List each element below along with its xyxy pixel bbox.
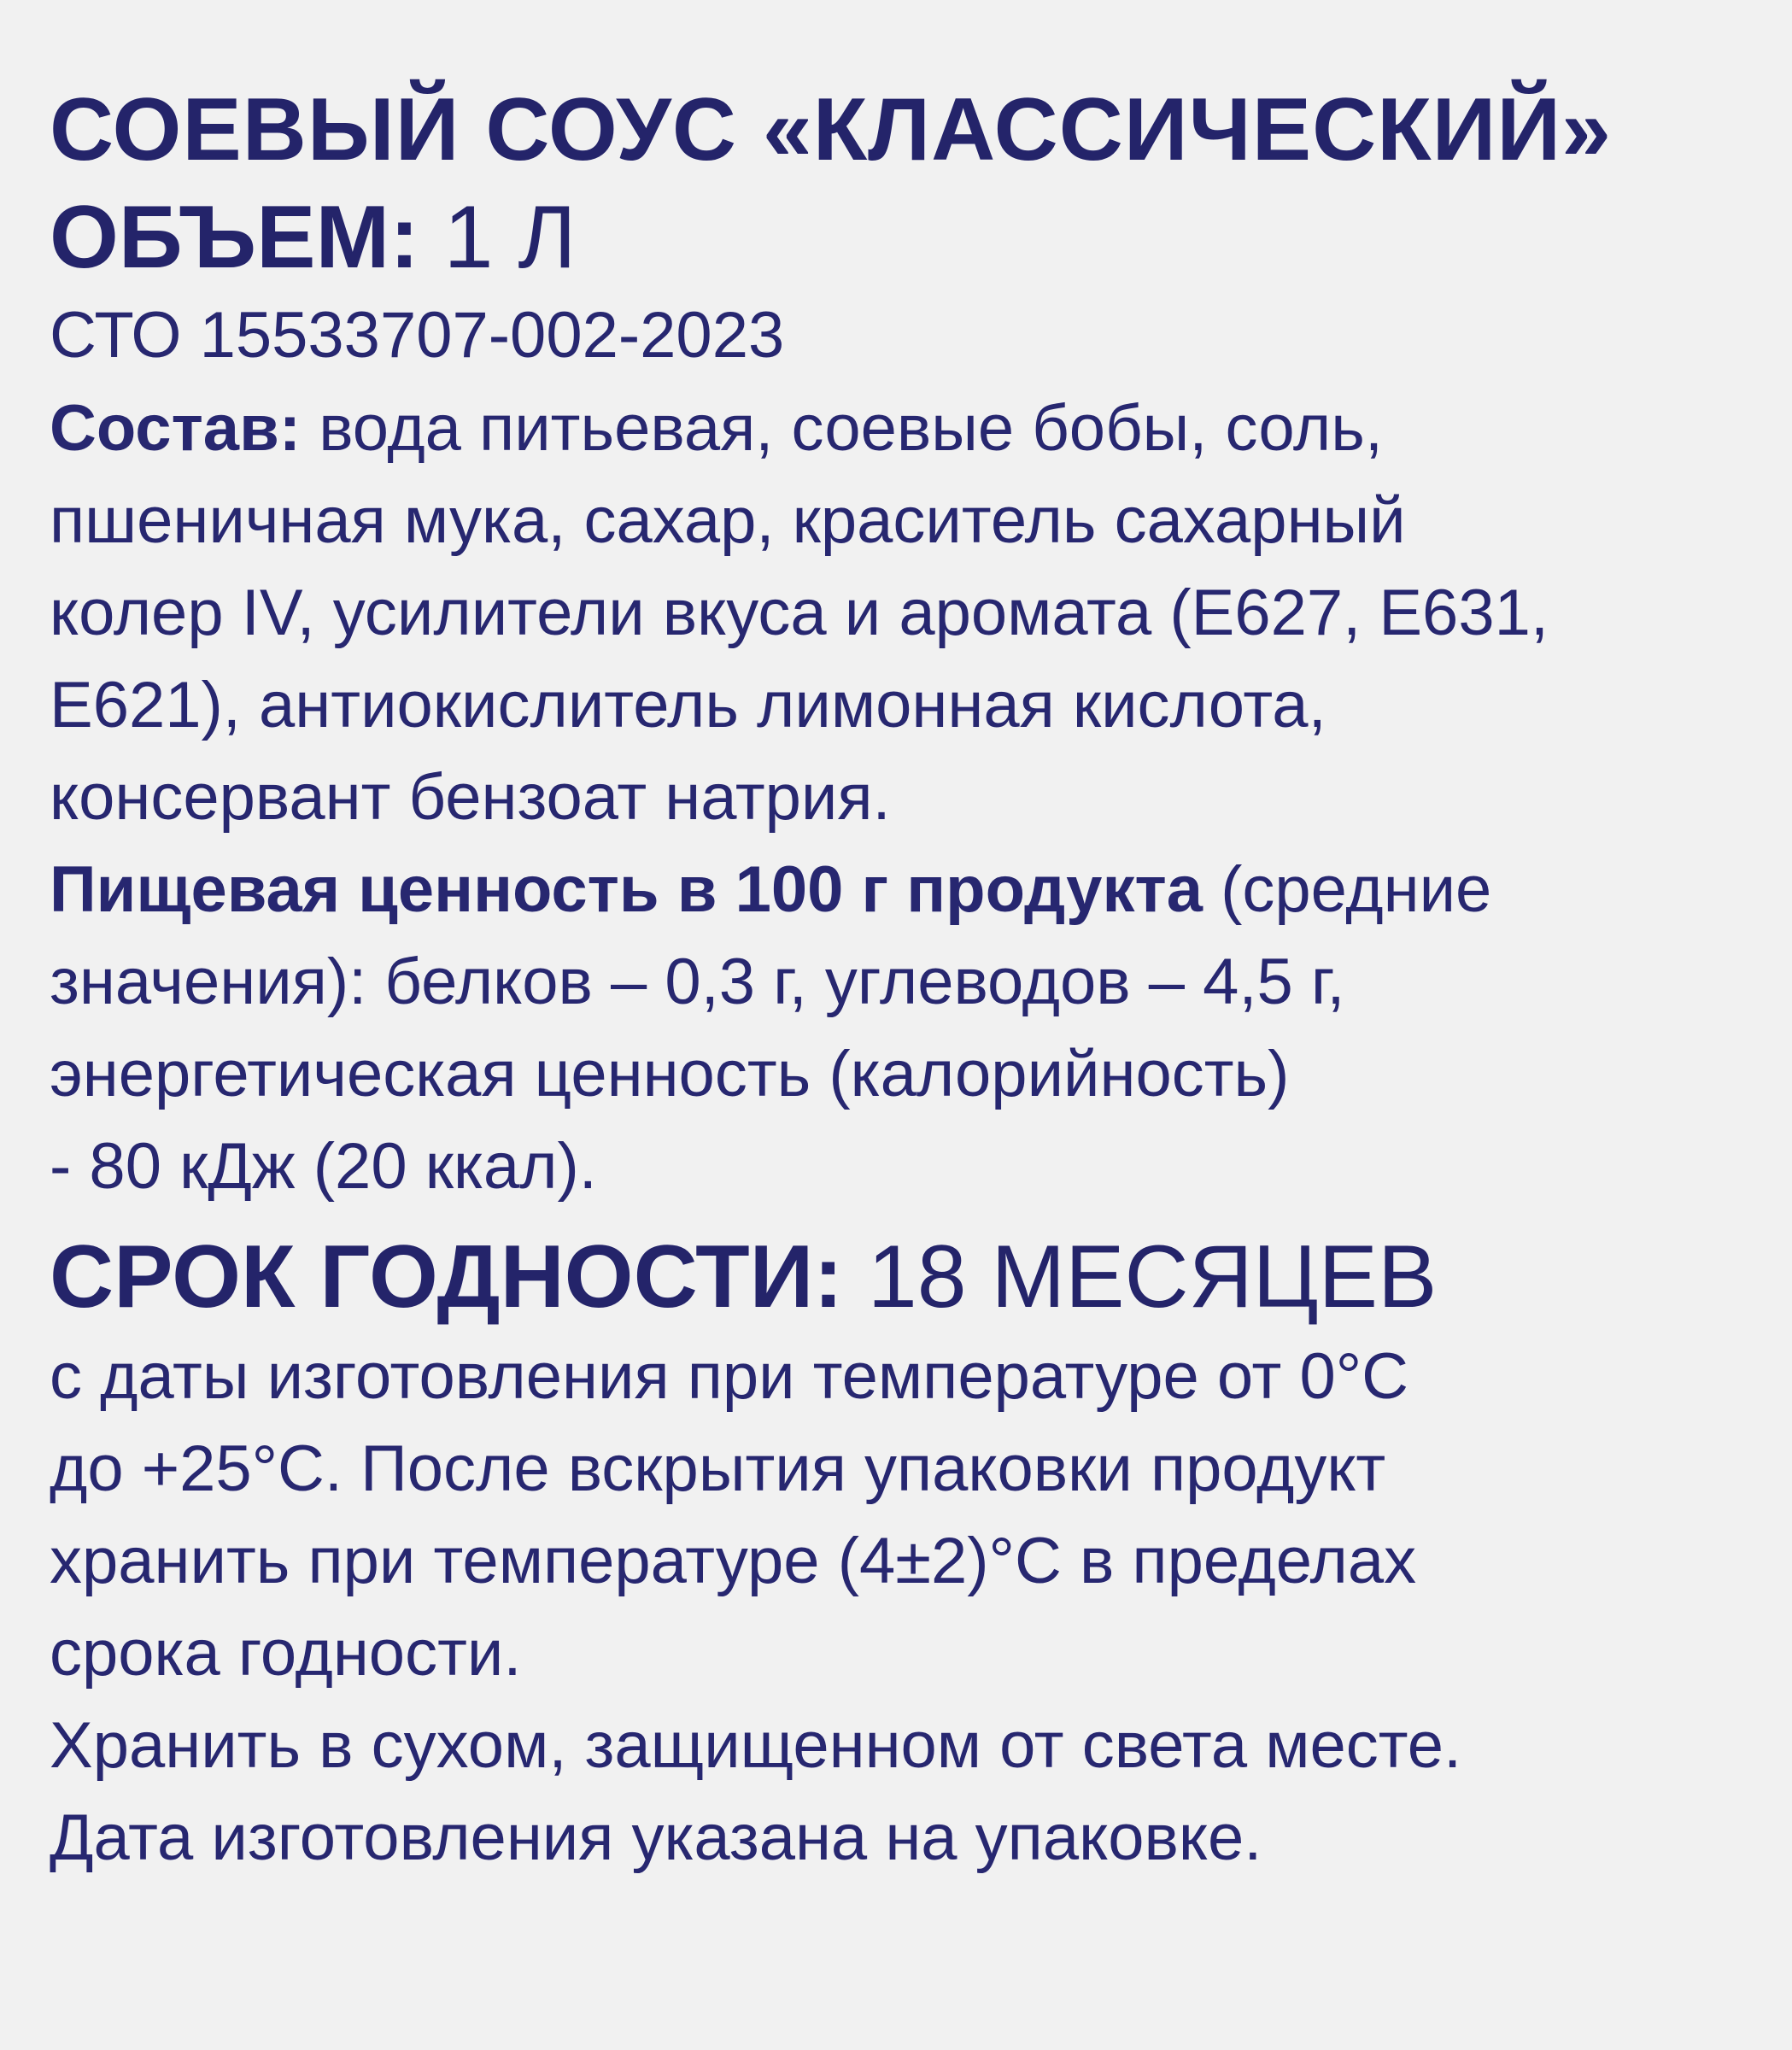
nutrition-line (50, 844, 1758, 936)
composition-line: Е621), антиокислитель лимонная кислота, (50, 669, 1326, 741)
standard-code: СТО 15533707-002-2023 (50, 299, 785, 372)
nutrition-line: значения): белков – 0,3 г, углеводов – 4,5 г, (50, 946, 1345, 1018)
storage-block (50, 1700, 1758, 1884)
shelf-life-value: 18 МЕСЯЦЕВ (843, 1227, 1438, 1327)
shelf-life-block (50, 1331, 1758, 1700)
shelf-life-line: хранить при температуре (4±2)°С в пределах (50, 1525, 1417, 1597)
composition-block (50, 383, 1758, 844)
shelf-life-label: СРОК ГОДНОСТИ: (50, 1227, 843, 1327)
volume-label: ОБЪЕМ: (50, 188, 419, 287)
nutrition-label: Пищевая ценность в 100 г продукта (50, 853, 1203, 926)
composition-label: Состав: (50, 392, 302, 465)
shelf-life-line: с даты изготовления при температуре от 0°С (50, 1340, 1408, 1413)
volume-line (50, 186, 1758, 289)
nutrition-line: - 80 кДж (20 ккал). (50, 1130, 597, 1203)
shelf-life-line: до +25°С. После вскрытия упаковки продукт (50, 1432, 1386, 1505)
storage-line: Хранить в сухом, защищенном от света месте. (50, 1709, 1462, 1782)
composition-text: вода питьевая, соевые бобы, соль, (301, 392, 1383, 465)
composition-line: консервант бензоат натрия. (50, 761, 891, 834)
volume-value: 1 Л (419, 188, 577, 287)
composition-line: пшеничная мука, сахар, краситель сахарный (50, 484, 1406, 557)
shelf-life-heading (50, 1223, 1758, 1331)
composition-line (50, 383, 1758, 475)
nutrition-block (50, 844, 1758, 1213)
nutrition-text: (средние (1202, 853, 1492, 926)
storage-line: Дата изготовления указана на упаковке. (50, 1801, 1262, 1874)
shelf-life-line: срока годности. (50, 1617, 522, 1690)
nutrition-line: энергетическая ценность (калорийность) (50, 1038, 1290, 1110)
composition-line: колер IV, усилители вкуса и аромата (Е627, Е631, (50, 577, 1549, 649)
product-title: СОЕВЫЙ СОУС «КЛАССИЧЕСКИЙ» (50, 80, 1612, 179)
